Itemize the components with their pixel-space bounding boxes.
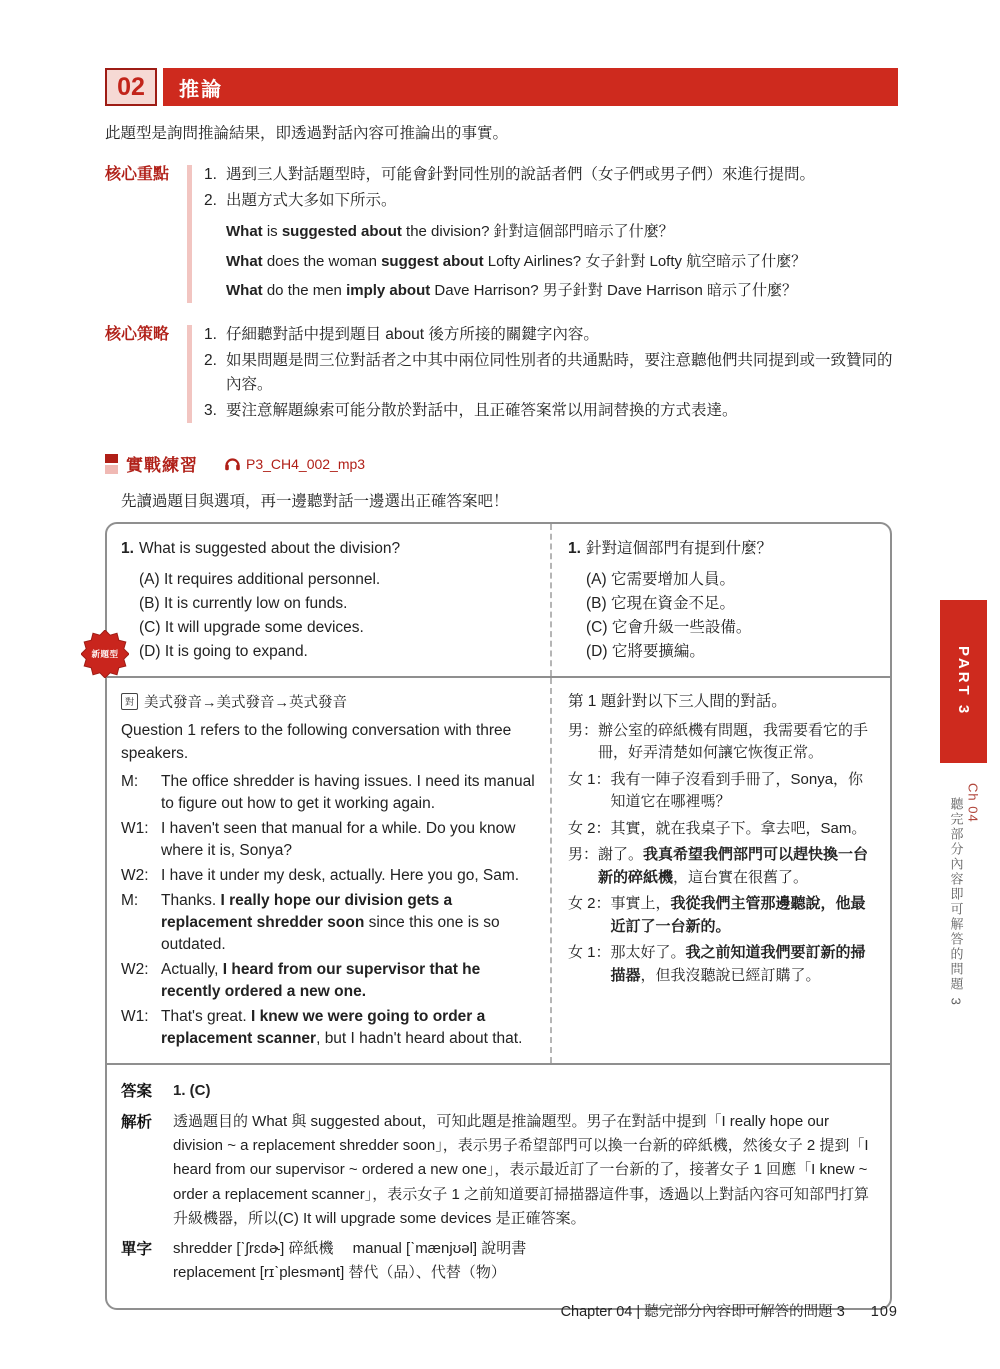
dialogue-line (568, 844, 876, 889)
practice-label: 實戰練習 (126, 456, 198, 476)
question-zh (550, 524, 890, 676)
speaker-label: 女 1： (568, 770, 611, 788)
vocab-line: shredder [ˋʃrɛdɚ] 碎紙機 manual [ˋmænjʊəl] 說明書 (173, 1240, 527, 1258)
example-questions (226, 217, 898, 305)
dialogue-text: 辦公室的碎紙機有問題，我需要看它的手冊，好弄清楚如何讓它恢復正常。 (598, 721, 869, 762)
vocab-row (121, 1237, 874, 1286)
option: (A) 它需要增加人員。 (586, 571, 735, 589)
page-number: 109 (870, 1304, 898, 1320)
key-points-label: 核心重點 (105, 166, 170, 184)
audio-file-name: P3_CH4_002_mp3 (246, 455, 366, 472)
audio-file (224, 456, 365, 472)
example-question: What is suggested about the division? 針對這個部門暗示了什麼？ (226, 223, 674, 241)
answer-row (121, 1079, 874, 1103)
dialogue-text: Thanks. I really hope our division gets a replacement shredder soon since this one is so outdated. (161, 892, 500, 954)
speaker-label: 男： (568, 846, 599, 864)
vocab-text (173, 1237, 874, 1286)
dialogue-line (121, 771, 540, 815)
options-zh (586, 568, 876, 664)
speaker-label: W2: (121, 867, 149, 885)
accent-note-text: 美式發音→美式發音→英式發音 (144, 695, 347, 712)
speaker-label: M: (121, 773, 139, 791)
question-number: 1. (568, 540, 581, 558)
answer-value: 1. (C) (173, 1082, 211, 1100)
analysis-text: 透過題目的 What 與 suggested about，可知此題是推論題型。男子在對話中提到「I really hope our division ~ a replacement shredder soon」，表示男子希望部門可以換一台新的碎紙機，然後女子 2 提到「I heard from our supervisor ~ ordered a new one」，表示最近訂了一台新的了，接著女子 1 回應「I knew ~ order a replacement scanner」，表示女子 1 之前知道要訂掃描器這件事，透過以上對話內容可知部門打算升級機器，所以(C) It will upgrade some devices 是正確答案。 (173, 1112, 869, 1227)
transcript-row (107, 678, 890, 1063)
page-footer (105, 1300, 898, 1321)
dialogue-line (568, 769, 876, 814)
item-number: 1. (204, 326, 217, 344)
analysis-row (121, 1110, 874, 1231)
transcript-intro-en: Question 1 refers to the following conversation with three speakers. (121, 722, 512, 762)
section-title: 推論 (163, 68, 898, 106)
transcript-intro-zh: 第 1 題針對以下三人間的對話。 (568, 693, 787, 711)
strategy-item (204, 323, 898, 347)
vocab-label: 單字 (121, 1241, 153, 1259)
speaker-label: 女 2： (568, 819, 611, 837)
example-question: What do the men imply about Dave Harrison? 男子針對 Dave Harrison 暗示了什麼？ (226, 281, 797, 299)
question-number: 1. (121, 540, 134, 558)
practice-heading (105, 451, 898, 476)
dialogue-line (121, 1006, 540, 1050)
transcript-en (107, 678, 550, 1063)
dialogue-icon: 對 (121, 693, 138, 710)
dialogue-text: 事實上，我從我們主管那邊聽說，他最近訂了一台新的。 (610, 895, 866, 935)
question-row (107, 524, 890, 676)
dialogue-text: I have it under my desk, actually. Here you go, Sam. (161, 867, 520, 885)
dialogue-text: I haven't seen that manual for a while. Do you know where it is, Sonya? (161, 820, 516, 860)
key-point-item (204, 189, 898, 213)
badge-text: 新題型 (91, 649, 119, 660)
strategy-label: 核心策略 (105, 326, 170, 344)
dialogue-line (121, 818, 540, 862)
answer-area (107, 1065, 890, 1307)
item-number: 1. (204, 166, 217, 184)
strategy-item (204, 399, 898, 423)
part-tab (940, 600, 987, 763)
speaker-label: 男： (568, 721, 599, 739)
dialogue-line (568, 818, 876, 841)
dialogue-line (568, 720, 876, 765)
speaker-label: 女 1： (568, 944, 611, 962)
question-text: 針對這個部門有提到什麼？ (586, 540, 773, 558)
lead-in-text: 先讀過題目與選項，再一邊聽對話一邊選出正確答案吧！ (121, 493, 509, 511)
squares-icon (105, 454, 118, 474)
pink-rule (187, 325, 192, 423)
dialogue-line (568, 893, 876, 938)
item-text: 如果問題是問三位對話者之中其中兩位同性別者的共通點時，要注意聽他們共同提到或一致贊同的內容。 (226, 352, 893, 394)
item-text: 出題方式大多如下所示。 (226, 192, 397, 210)
speaker-label: M: (121, 892, 139, 910)
option: (D) 它將要擴編。 (586, 643, 705, 661)
item-number: 2. (204, 352, 217, 370)
analysis-label: 解析 (121, 1113, 153, 1131)
item-text: 要注意解題線索可能分散於對話中，且正確答案常以用詞替換的方式表達。 (226, 402, 738, 420)
option: (B) It is currently low on funds. (139, 595, 348, 613)
vocab-line: replacement [rɪˋplesmənt] 替代（品）、代替（物） (173, 1264, 506, 1282)
speaker-label: W1: (121, 820, 149, 838)
headphone-icon (224, 456, 241, 471)
dialogue-line (121, 959, 540, 1003)
item-number: 3. (204, 402, 217, 420)
key-point-item (204, 163, 898, 187)
dialogue-text: 那太好了。我之前知道我們要訂新的掃描器，但我沒聽說已經訂購了。 (610, 944, 866, 984)
dialogue-text: That's great. I knew we were going to order a replacement scanner, but I hadn't heard about that. (161, 1008, 523, 1048)
part-label: PART 3 (955, 646, 972, 717)
footer-divider: | (636, 1304, 641, 1320)
example-question: What does the woman suggest about Lofty Airlines? 女子針對 Lofty 航空暗示了什麼？ (226, 252, 807, 270)
speaker-label: W2: (121, 961, 149, 979)
side-chapter-title: 聽完部分內容即可解答的問題 3 (948, 797, 964, 1007)
accent-note (121, 691, 540, 712)
pink-rule (187, 165, 192, 303)
section-number: 02 (105, 68, 157, 106)
item-number: 2. (204, 192, 217, 210)
dialogue-text: 我有一陣子沒看到手冊了，Sonya，你知道它在哪裡嗎？ (610, 770, 864, 811)
exercise-box (91, 522, 892, 1310)
section-header (105, 68, 898, 106)
side-tab (940, 600, 987, 1007)
transcript-zh (550, 678, 890, 1063)
strategy-block (105, 323, 898, 425)
option: (C) It will upgrade some devices. (139, 619, 364, 637)
options-en (139, 568, 540, 664)
option: (C) 它會升級一些設備。 (586, 619, 752, 637)
dialogue-text: 其實，就在我桌子下。拿去吧，Sam。 (610, 819, 867, 837)
option: (D) It is going to expand. (139, 643, 308, 661)
key-points-block (105, 163, 898, 305)
dialogue-line (121, 890, 540, 956)
question-en (107, 524, 550, 676)
footer-chapter: Chapter 04 (560, 1304, 633, 1320)
new-question-type-badge (81, 630, 129, 678)
footer-title: 聽完部分內容即可解答的問題 3 (644, 1304, 845, 1320)
option: (B) 它現在資金不足。 (586, 595, 735, 613)
section-intro: 此題型是詢問推論結果，即透過對話內容可推論出的事實。 (105, 125, 509, 142)
dialogue-text: The office shredder is having issues. I need its manual to figure out how to get it working again. (161, 773, 535, 813)
speaker-label: W1: (121, 1008, 149, 1026)
strategy-item (204, 349, 898, 397)
item-text: 仔細聽對話中提到題目 about 後方所接的關鍵字內容。 (226, 326, 599, 344)
option: (A) It requires additional personnel. (139, 571, 381, 589)
dialogue-text: Actually, I heard from our supervisor that he recently ordered a new one. (161, 961, 481, 1001)
dialogue-text: 謝了。我真希望我們部門可以趕快換一台新的碎紙機，這台實在很舊了。 (598, 846, 869, 886)
dialogue-line (568, 942, 876, 987)
speaker-label: 女 2： (568, 895, 611, 913)
side-chapter: Ch 04 (965, 783, 981, 823)
question-text: What is suggested about the division? (139, 540, 401, 558)
answer-label: 答案 (121, 1083, 153, 1101)
item-text: 遇到三人對話題型時，可能會針對同性別的說話者們（女子們或男子們）來進行提問。 (226, 166, 816, 184)
dialogue-line (121, 865, 540, 887)
